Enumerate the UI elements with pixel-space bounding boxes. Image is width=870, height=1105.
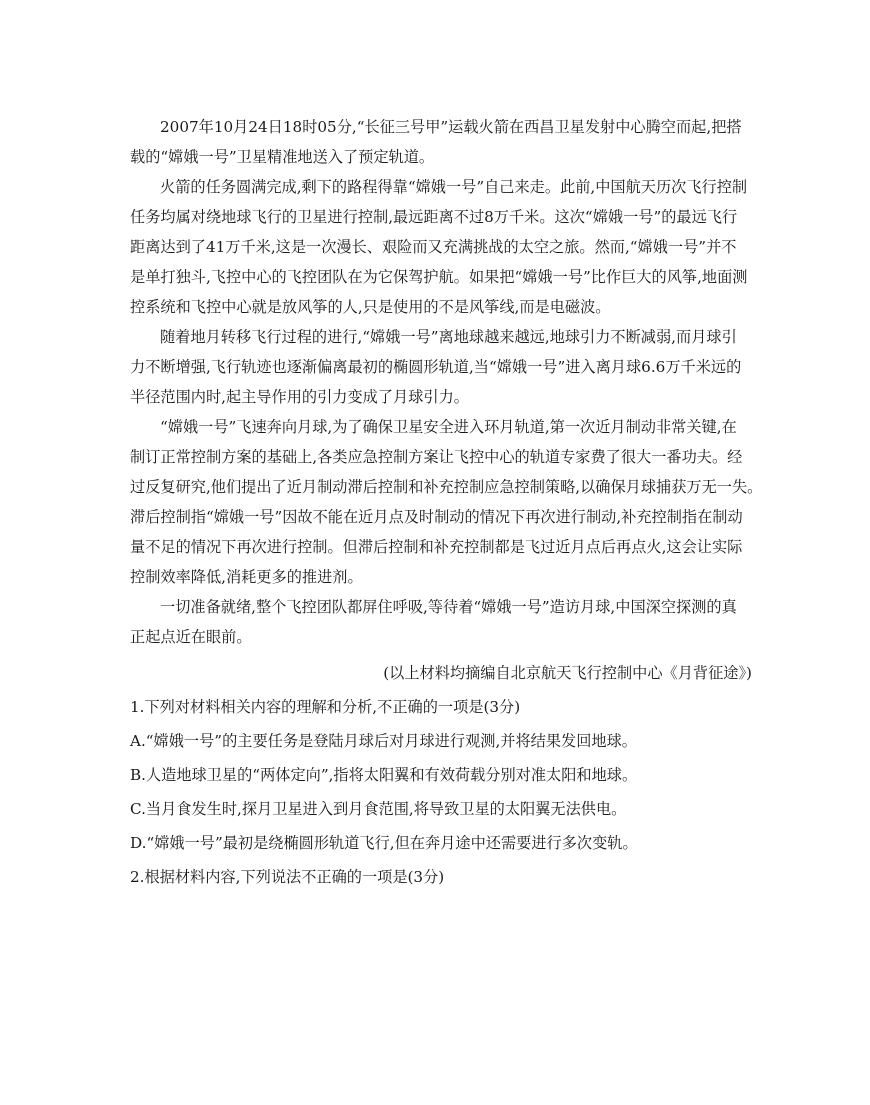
- paragraph-line: 距离达到了41万千米,这是一次漫长、艰险而又充满挑战的太空之旅。然而,“嫦娥一号”并不: [130, 238, 737, 256]
- paragraph-line: 制订正常控制方案的基础上,各类应急控制方案让飞控中心的轨道专家费了很大一番功夫。经: [130, 448, 743, 466]
- paragraph-line: 随着地月转移飞行过程的进行,“嫦娥一号”离地球越来越远,地球引力不断减弱,而月球引: [160, 328, 737, 346]
- paragraph-line: 量不足的情况下再次进行控制。但滞后控制和补充控制都是飞过近月点后再点火,这会让实际: [130, 538, 743, 556]
- paragraph-line: 滞后控制指“嫦娥一号”因故不能在近月点及时制动的情况下再次进行制动,补充控制指在制动: [130, 508, 743, 526]
- paragraph-line: 火箭的任务圆满完成,剩下的路程得靠“嫦娥一号”自己来走。此前,中国航天历次飞行控制: [160, 178, 748, 196]
- paragraph-line: 过反复研究,他们提出了近月制动滞后控制和补充控制应急控制策略,以确保月球捕获万无一失。: [130, 478, 763, 496]
- option-a: A.“嫦娥一号”的主要任务是登陆月球后对月球进行观测,并将结果发回地球。: [130, 732, 637, 750]
- question-stem: 2.根据材料内容,下列说法不正确的一项是(3分): [130, 868, 445, 886]
- paragraph-line: 2007年10月24日18时05分,“长征三号甲”运载火箭在西昌卫星发射中心腾空而起,把搭: [160, 118, 742, 136]
- question-1: [130, 692, 752, 858]
- paragraph-line: 正起点近在眼前。: [130, 628, 252, 646]
- option-b: B.人造地球卫星的“两体定向”,指将太阳翼和有效荷载分别对准太阳和地球。: [130, 766, 638, 784]
- document-page: [130, 112, 763, 892]
- question-2: [130, 862, 752, 892]
- paragraph-2: [130, 172, 752, 322]
- paragraph-line: 载的“嫦娥一号”卫星精准地送入了预定轨道。: [130, 148, 435, 166]
- question-stem: 1.下列对材料相关内容的理解和分析,不正确的一项是(3分): [130, 698, 521, 716]
- paragraph-line: 半径范围内时,起主导作用的引力变成了月球引力。: [130, 388, 469, 406]
- paragraph-3: [130, 322, 752, 412]
- paragraph-line: 控制效率降低,消耗更多的推进剂。: [130, 568, 363, 586]
- option-d: D.“嫦娥一号”最初是绕椭圆形轨道飞行,但在奔月途中还需要进行多次变轨。: [130, 834, 638, 852]
- option-c: C.当月食发生时,探月卫星进入到月食范围,将导致卫星的太阳翼无法供电。: [130, 800, 627, 818]
- paragraph-line: “嫦娥一号”飞速奔向月球,为了确保卫星安全进入环月轨道,第一次近月制动非常关键,在: [160, 418, 737, 436]
- source-citation: (以上材料均摘编自北京航天飞行控制中心《月背征途》): [383, 664, 752, 682]
- paragraph-line: 控系统和飞控中心就是放风筝的人,只是使用的不是风筝线,而是电磁波。: [130, 298, 611, 316]
- paragraph-5: [130, 592, 752, 652]
- paragraph-line: 是单打独斗,飞控中心的飞控团队在为它保驾护航。如果把“嫦娥一号”比作巨大的风筝,地面测: [130, 268, 748, 286]
- paragraph-4: [130, 412, 763, 592]
- paragraph-line: 力不断增强,飞行轨迹也逐渐偏离最初的椭圆形轨道,当“嫦娥一号”进入离月球6.6万千米远的: [130, 358, 742, 376]
- paragraph-1: [130, 112, 752, 172]
- paragraph-line: 一切准备就绪,整个飞控团队都屏住呼吸,等待着“嫦娥一号”造访月球,中国深空探测的真: [160, 598, 737, 616]
- paragraph-line: 任务均属对绕地球飞行的卫星进行控制,最远距离不过8万千米。这次“嫦娥一号”的最远飞行: [130, 208, 738, 226]
